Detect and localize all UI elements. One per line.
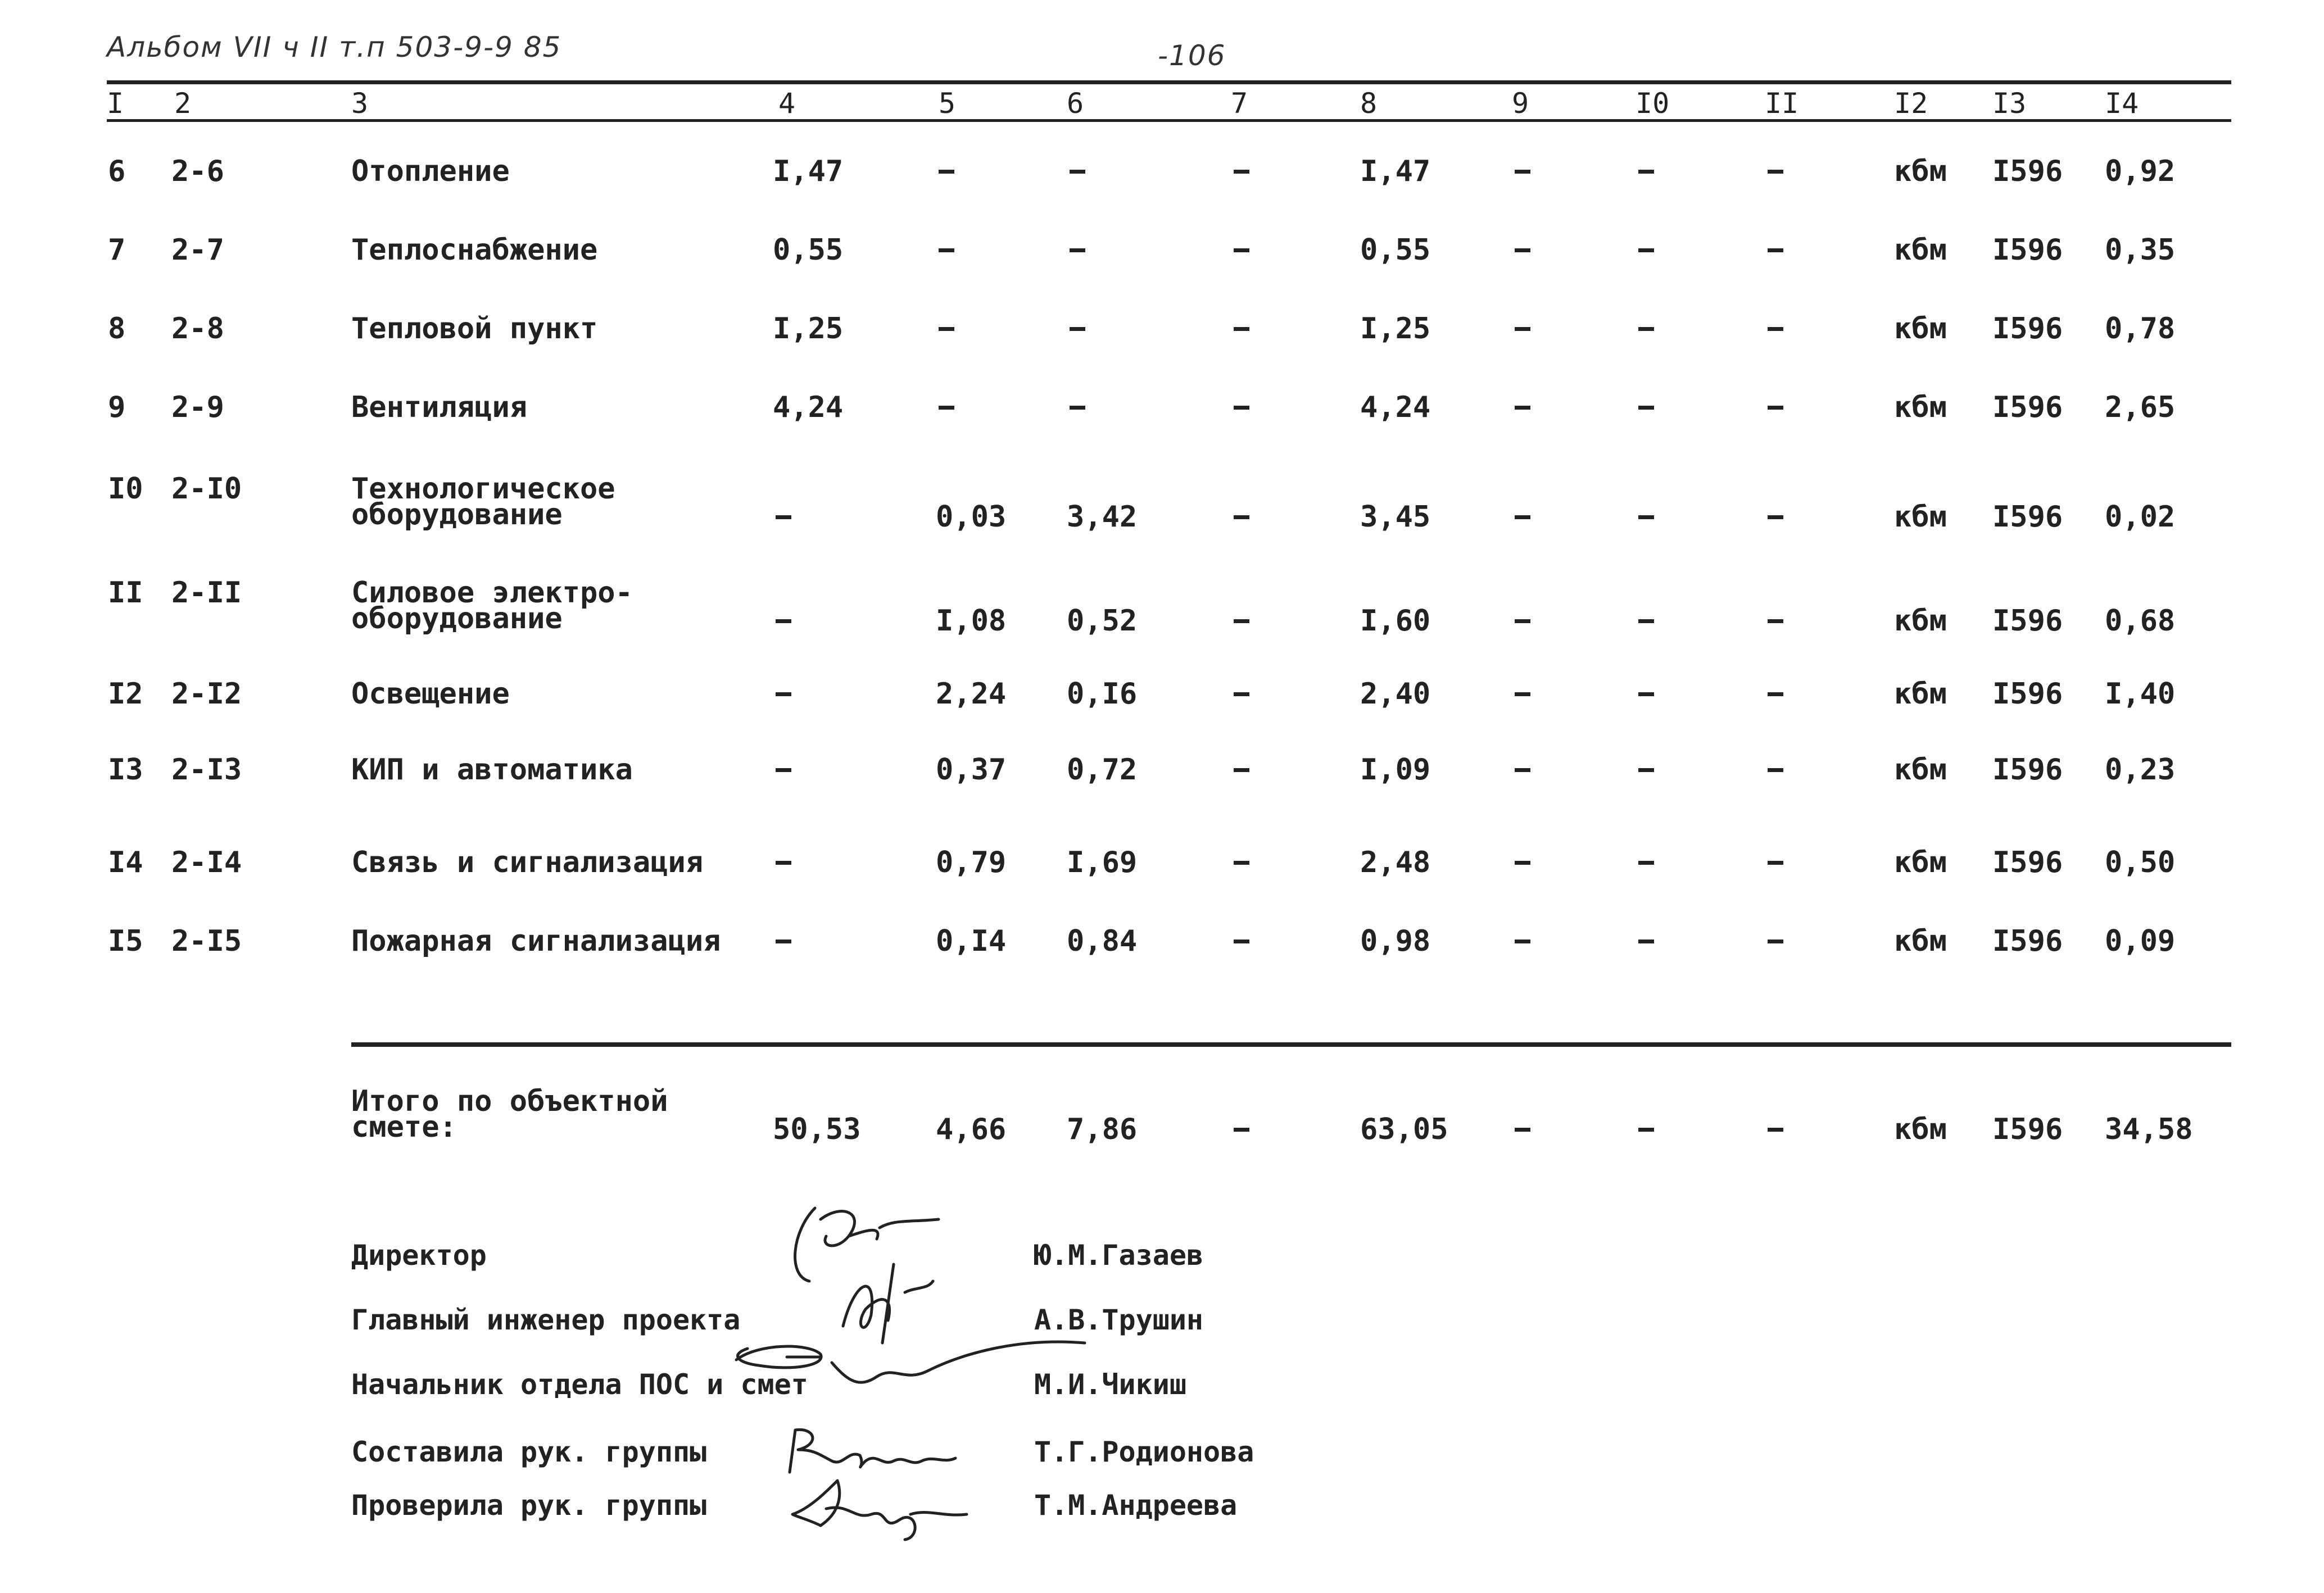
signature-role: Начальник отдела ПОС и смет [351,1368,808,1401]
item-name: Освещение [351,677,510,711]
dash-cell [1638,768,1654,772]
table-cell: 3,45 [1360,500,1431,534]
table-cell: I5 [108,924,143,958]
signature-head-of-department [725,1332,1090,1394]
table-cell: 4,24 [773,391,844,424]
table-cell: 4,24 [1360,391,1431,424]
dash-cell [776,861,791,865]
table-cell: 2-I0 [171,472,242,506]
table-cell: I4 [108,846,143,879]
dash-cell [1768,248,1783,252]
item-name: Теплоснабжение [351,233,598,267]
table-cell: кбм [1894,233,1947,267]
column-header: 5 [939,87,956,120]
table-cell: 0,79 [936,846,1007,879]
table-cell: I596 [1992,604,2063,638]
dash-cell [939,406,954,410]
signature-checker [787,1475,972,1542]
table-cell: 0,92 [2105,155,2176,188]
table-cell: I596 [1992,924,2063,958]
dash-cell [1515,406,1530,410]
table-cell: 0,50 [2105,846,2176,879]
table-cell: кбм [1894,1113,1947,1146]
dash-cell [776,940,791,943]
dash-cell [1234,406,1249,410]
table-cell: 0,37 [936,753,1007,787]
total-label: смете: [351,1110,457,1144]
dash-cell [1768,619,1783,623]
dash-cell [939,170,954,174]
item-name: оборудование [351,498,563,532]
table-cell: кбм [1894,391,1947,424]
dash-cell [1070,170,1085,174]
table-cell: I596 [1992,155,2063,188]
dash-cell [1234,170,1249,174]
table-cell: I596 [1992,677,2063,711]
table-cell: I,09 [1360,753,1431,787]
dash-cell [1515,619,1530,623]
table-cell: I,47 [1360,155,1431,188]
column-header: 4 [778,87,796,120]
column-header: 9 [1512,87,1529,120]
dash-cell [939,327,954,331]
dash-cell [1638,940,1654,943]
item-name: Силовое электро- [351,576,633,610]
table-cell: I,25 [773,312,844,346]
dash-cell [1638,692,1654,696]
signature-role: Директор [351,1239,487,1272]
table-cell: 0,I6 [1067,677,1138,711]
table-cell: 0,78 [2105,312,2176,346]
dash-cell [1515,515,1530,519]
dash-cell [1638,861,1654,865]
dash-cell [1638,327,1654,331]
table-cell: I596 [1992,391,2063,424]
table-cell: кбм [1894,604,1947,638]
dash-cell [1515,861,1530,865]
table-cell: 2-I5 [171,924,242,958]
dash-cell [1638,406,1654,410]
table-cell: кбм [1894,500,1947,534]
signatory-name: М.И.Чикиш [1034,1368,1186,1401]
table-cell: I596 [1992,1113,2063,1146]
item-name: оборудование [351,602,563,636]
column-header: I3 [1992,87,2027,120]
dash-cell [1638,1128,1654,1132]
table-cell: 4,66 [936,1113,1007,1146]
dash-cell [1768,692,1783,696]
item-name: Технологическое [351,472,615,506]
dash-cell [1234,861,1249,865]
dash-cell [776,515,791,519]
table-cell: 7 [108,233,126,267]
dash-cell [1234,619,1249,623]
table-cell: 0,55 [1360,233,1431,267]
dash-cell [776,768,791,772]
table-cell: кбм [1894,677,1947,711]
dash-cell [1234,515,1249,519]
table-cell: кбм [1894,753,1947,787]
table-cell: I,69 [1067,846,1138,879]
table-cell: 2-6 [171,155,224,188]
table-cell: кбм [1894,846,1947,879]
table-cell: 2-I2 [171,677,242,711]
table-cell: 7,86 [1067,1113,1138,1146]
table-cell: 3,42 [1067,500,1138,534]
dash-cell [1070,327,1085,331]
dash-cell [1768,515,1783,519]
column-header: 8 [1360,87,1378,120]
signatory-name: А.В.Трушин [1034,1304,1204,1336]
dash-cell [1638,170,1654,174]
table-cell: 2,48 [1360,846,1431,879]
table-cell: 0,84 [1067,924,1138,958]
dash-cell [1515,692,1530,696]
item-name: КИП и автоматика [351,753,633,787]
table-cell: кбм [1894,924,1947,958]
dash-cell [939,248,954,252]
dash-cell [1515,170,1530,174]
dash-cell [1768,1128,1783,1132]
table-cell: I596 [1992,233,2063,267]
table-cell: I,25 [1360,312,1431,346]
table-cell: 0,72 [1067,753,1138,787]
dash-cell [1638,248,1654,252]
table-cell: 2-9 [171,391,224,424]
item-name: Тепловой пункт [351,312,598,346]
dash-cell [1234,1128,1249,1132]
table-cell: I596 [1992,846,2063,879]
dash-cell [1234,940,1249,943]
dash-cell [1234,768,1249,772]
table-cell: 2-I4 [171,846,242,879]
dash-cell [1638,515,1654,519]
table-cell: I,08 [936,604,1007,638]
dash-cell [1768,940,1783,943]
column-header: 3 [351,87,369,120]
table-cell: 0,02 [2105,500,2176,534]
table-cell: 50,53 [773,1113,861,1146]
table-cell: 9 [108,391,126,424]
column-header: I [107,87,124,120]
table-cell: 0,55 [773,233,844,267]
dash-cell [1515,248,1530,252]
table-cell: 0,23 [2105,753,2176,787]
signatory-name: Т.М.Андреева [1034,1489,1238,1522]
table-cell: 2,24 [936,677,1007,711]
dash-cell [1070,406,1085,410]
table-cell: 34,58 [2105,1113,2193,1146]
table-cell: 63,05 [1360,1113,1448,1146]
dash-cell [1638,619,1654,623]
table-cell: I,60 [1360,604,1431,638]
item-name: Пожарная сигнализация [351,924,721,958]
table-cell: 2-II [171,576,242,610]
signatory-name: Ю.М.Газаев [1034,1239,1204,1272]
table-cell: I596 [1992,500,2063,534]
signature-role: Проверила рук. группы [351,1489,707,1522]
item-name: Отопление [351,155,510,188]
column-header: II [1765,87,1799,120]
table-cell: I2 [108,677,143,711]
dash-cell [1768,861,1783,865]
table-cell: 2-I3 [171,753,242,787]
table-cell: 0,35 [2105,233,2176,267]
table-cell: I,47 [773,155,844,188]
table-cell: 0,98 [1360,924,1431,958]
signature-role: Составила рук. группы [351,1436,707,1468]
total-rule [351,1042,2231,1047]
column-header: 2 [174,87,192,120]
dash-cell [1768,406,1783,410]
dash-cell [1768,170,1783,174]
table-cell: 2,65 [2105,391,2176,424]
table-cell: кбм [1894,312,1947,346]
album-note: Альбом VII ч II т.п 503-9-9 85 [107,31,562,63]
header-rule-top [107,80,2231,84]
dash-cell [1234,248,1249,252]
table-cell: 2-8 [171,312,224,346]
table-cell: 0,I4 [936,924,1007,958]
total-label: Итого по объектной [351,1084,668,1118]
table-cell: 0,09 [2105,924,2176,958]
signature-role: Главный инженер проекта [351,1304,741,1336]
column-header: I2 [1894,87,1928,120]
dash-cell [1515,327,1530,331]
dash-cell [1070,248,1085,252]
item-name: Вентиляция [351,391,528,424]
table-cell: I3 [108,753,143,787]
table-cell: 0,52 [1067,604,1138,638]
dash-cell [1515,940,1530,943]
signature-composer [781,1422,961,1478]
table-cell: I596 [1992,312,2063,346]
column-header: I4 [2105,87,2139,120]
column-header: 6 [1067,87,1084,120]
table-cell: I0 [108,472,143,506]
item-name: Связь и сигнализация [351,846,704,879]
column-header: 7 [1231,87,1248,120]
table-cell: 0,03 [936,500,1007,534]
table-cell: I,40 [2105,677,2176,711]
table-cell: I596 [1992,753,2063,787]
dash-cell [776,692,791,696]
table-cell: 0,68 [2105,604,2176,638]
page-number: -106 [1158,39,1226,72]
table-cell: II [108,576,143,610]
table-cell: 2,40 [1360,677,1431,711]
table-cell: 8 [108,312,126,346]
dash-cell [1515,1128,1530,1132]
dash-cell [1768,327,1783,331]
table-cell: 6 [108,155,126,188]
dash-cell [1234,692,1249,696]
dash-cell [1234,327,1249,331]
dash-cell [1768,768,1783,772]
column-header: I0 [1636,87,1670,120]
signatory-name: Т.Г.Родионова [1034,1436,1254,1468]
table-cell: 2-7 [171,233,224,267]
dash-cell [776,619,791,623]
dash-cell [1515,768,1530,772]
table-cell: кбм [1894,155,1947,188]
